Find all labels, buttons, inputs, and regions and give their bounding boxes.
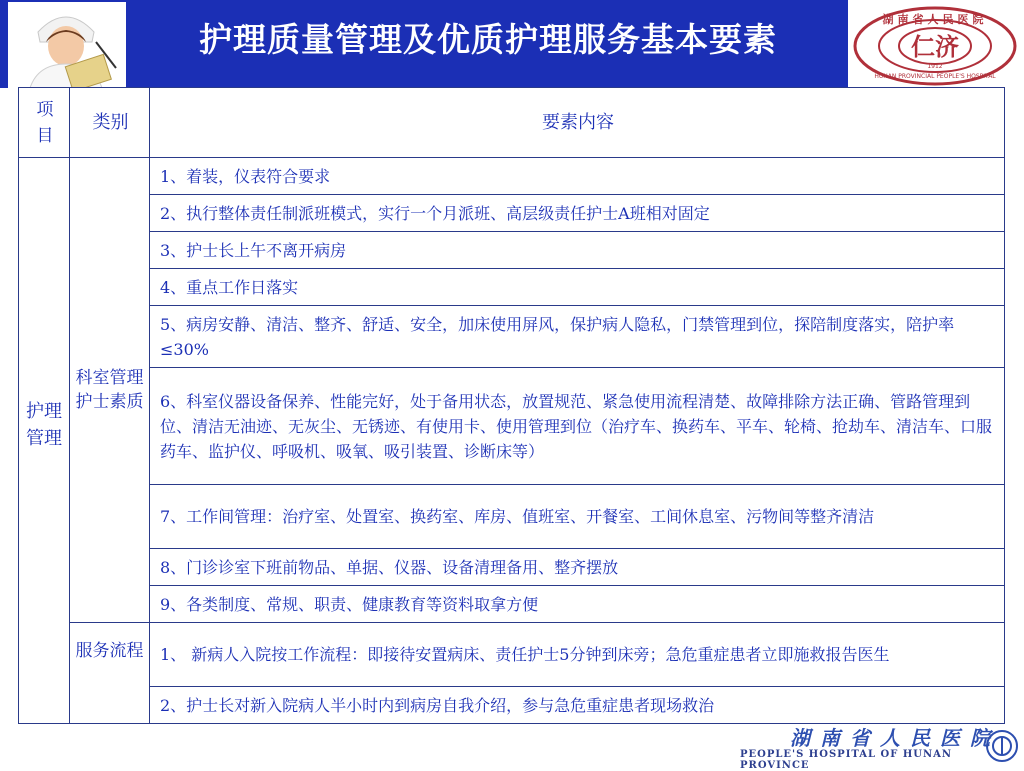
table-row bbox=[19, 687, 1005, 724]
header-content: 要素内容 bbox=[150, 88, 1005, 158]
table-cell: 1、着装，仪表符合要求 bbox=[150, 158, 1005, 195]
table-row bbox=[19, 623, 1005, 687]
category-label: 服务流程 bbox=[70, 623, 150, 724]
table-row bbox=[19, 368, 1005, 485]
table-header-row bbox=[19, 88, 1005, 158]
table-row bbox=[19, 586, 1005, 623]
table-cell: 9、各类制度、常规、职责、健康教育等资料取拿方便 bbox=[150, 586, 1005, 623]
table-cell: 3、护士长上午不离开病房 bbox=[150, 232, 1005, 269]
table-cell: 2、执行整体责任制派班模式，实行一个月派班、高层级责任护士A班相对固定 bbox=[150, 195, 1005, 232]
table-row bbox=[19, 485, 1005, 549]
table-cell: 7、工作间管理：治疗室、处置室、换药室、库房、值班室、开餐室、工间休息室、污物间等整齐清洁 bbox=[150, 485, 1005, 549]
table-cell: 1、 新病人入院按工作流程：即接待安置病床、责任护士5分钟到床旁；急危重症患者立即施救报告医生 bbox=[150, 623, 1005, 687]
table-cell: 6、科室仪器设备保养、性能完好，处于备用状态，放置规范、紧急使用流程清楚、故障排除方法正确、管路管理到位、清洁无油迹、无灰尘、无锈迹、有使用卡、使用管理到位（治疗车、换药车、平车、轮椅、抢劫车、清洁车、口服药车、监护仪、呼吸机、吸氧、吸引装置、诊断床等） bbox=[150, 368, 1005, 485]
nursing-elements-table bbox=[18, 87, 1005, 724]
nurse-illustration-icon bbox=[8, 2, 126, 88]
table-cell: 5、病房安静、清洁、整齐、舒适、安全，加床使用屏风，保护病人隐私，门禁管理到位，探陪制度落实，陪护率≤30% bbox=[150, 306, 1005, 368]
category-label: 科室管理护士素质 bbox=[70, 158, 150, 623]
page-title: 护理质量管理及优质护理服务基本要素 bbox=[199, 20, 777, 59]
table-row bbox=[19, 269, 1005, 306]
table-row bbox=[19, 549, 1005, 586]
logo-year: 1912 bbox=[927, 63, 943, 70]
footer-hospital-name-en: PEOPLE'S HOSPITAL OF HUNAN PROVINCE bbox=[740, 749, 953, 771]
logo-en-ring: HUNAN PROVINCIAL PEOPLE'S HOSPITAL bbox=[874, 73, 996, 80]
header-item: 项目 bbox=[19, 88, 70, 158]
table-cell: 8、门诊诊室下班前物品、单据、仪器、设备清理备用、整齐摆放 bbox=[150, 549, 1005, 586]
section-label: 护理管理 bbox=[19, 158, 70, 724]
hospital-logo-icon bbox=[852, 6, 1018, 86]
table-row bbox=[19, 195, 1005, 232]
table-row bbox=[19, 232, 1005, 269]
table-row bbox=[19, 158, 1005, 195]
header-category: 类别 bbox=[70, 88, 150, 158]
table-row bbox=[19, 306, 1005, 368]
logo-ring-text: 湖南省人民医院 bbox=[882, 13, 988, 26]
table-cell: 4、重点工作日落实 bbox=[150, 269, 1005, 306]
footer-hospital-name: 湖南省人民医院 bbox=[790, 726, 1000, 750]
table-cell: 2、护士长对新入院病人半小时内到病房自我介绍，参与急危重症患者现场救治 bbox=[150, 687, 1005, 724]
logo-center-text: 仁济 bbox=[911, 32, 959, 61]
